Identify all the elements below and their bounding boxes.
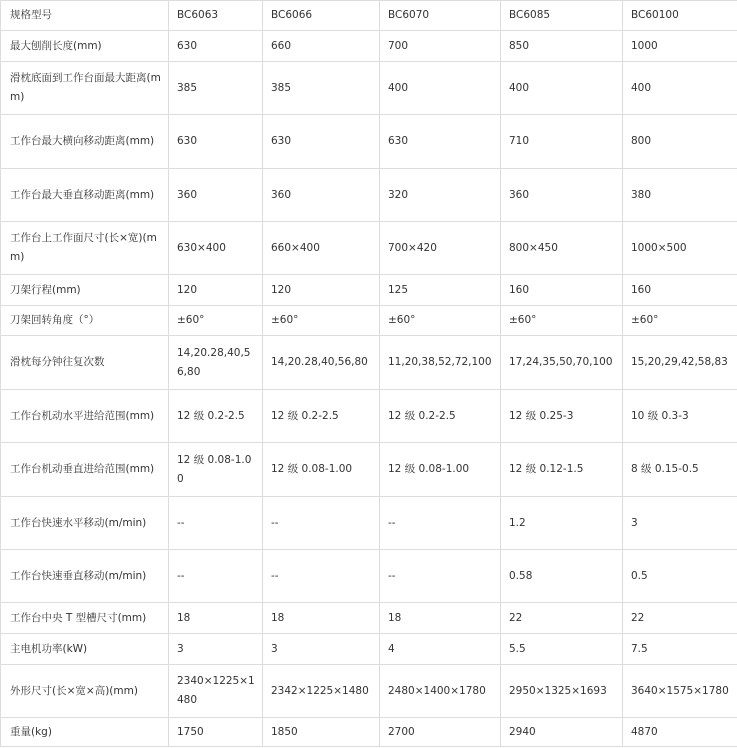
table-cell: 800×450 bbox=[501, 222, 623, 275]
table-row bbox=[1, 634, 737, 665]
table-cell: 630 bbox=[169, 31, 263, 62]
table-row bbox=[1, 336, 737, 390]
table-cell: 320 bbox=[380, 169, 501, 222]
table-cell: 120 bbox=[263, 275, 380, 306]
row-label: 主电机功率(kW) bbox=[1, 634, 169, 665]
table-cell: 1.2 bbox=[501, 497, 623, 550]
row-label: 最大刨削长度(mm) bbox=[1, 31, 169, 62]
table-cell: 660 bbox=[263, 31, 380, 62]
table-cell: 18 bbox=[169, 603, 263, 634]
table-cell: 2480×1400×1780 bbox=[380, 665, 501, 718]
header-cell: BC6066 bbox=[263, 1, 380, 31]
table-cell: 360 bbox=[263, 169, 380, 222]
table-cell: 400 bbox=[501, 62, 623, 115]
row-label: 工作台机动水平进给范围(mm) bbox=[1, 390, 169, 443]
table-cell: 630 bbox=[169, 115, 263, 169]
row-label: 滑枕底面到工作台面最大距离(mm) bbox=[1, 62, 169, 115]
row-label: 重量(kg) bbox=[1, 718, 169, 747]
table-cell: 1850 bbox=[263, 718, 380, 747]
header-cell: BC60100 bbox=[623, 1, 737, 31]
row-label: 滑枕每分钟往复次数 bbox=[1, 336, 169, 390]
table-cell: 2950×1325×1693 bbox=[501, 665, 623, 718]
table-cell: 3 bbox=[169, 634, 263, 665]
table-cell: 850 bbox=[501, 31, 623, 62]
table-row bbox=[1, 665, 737, 718]
table-cell: 17,24,35,50,70,100 bbox=[501, 336, 623, 390]
table-cell: 22 bbox=[501, 603, 623, 634]
table-cell: 660×400 bbox=[263, 222, 380, 275]
table-cell: 400 bbox=[380, 62, 501, 115]
header-cell: BC6063 bbox=[169, 1, 263, 31]
row-label: 工作台快速垂直移动(m/min) bbox=[1, 550, 169, 603]
header-cell: BC6070 bbox=[380, 1, 501, 31]
header-cell: BC6085 bbox=[501, 1, 623, 31]
table-cell: 12 级 0.2-2.5 bbox=[380, 390, 501, 443]
header-cell: 规格型号 bbox=[1, 1, 169, 31]
table-cell: 14,20.28,40,56,80 bbox=[263, 336, 380, 390]
table-cell: 3 bbox=[263, 634, 380, 665]
table-cell: 2700 bbox=[380, 718, 501, 747]
table-cell: 5.5 bbox=[501, 634, 623, 665]
table-cell: 12 级 0.2-2.5 bbox=[263, 390, 380, 443]
table-cell: 800 bbox=[623, 115, 737, 169]
table-cell: 14,20.28,40,56,80 bbox=[169, 336, 263, 390]
row-label: 工作台中央 T 型槽尺寸(mm) bbox=[1, 603, 169, 634]
table-cell: 10 级 0.3-3 bbox=[623, 390, 737, 443]
row-label: 工作台上工作面尺寸(长×宽)(mm) bbox=[1, 222, 169, 275]
table-cell: 12 级 0.12-1.5 bbox=[501, 443, 623, 497]
row-label: 工作台最大垂直移动距离(mm) bbox=[1, 169, 169, 222]
table-cell: 0.58 bbox=[501, 550, 623, 603]
table-cell: 360 bbox=[501, 169, 623, 222]
table-row bbox=[1, 603, 737, 634]
table-row bbox=[1, 62, 737, 115]
table-cell: 710 bbox=[501, 115, 623, 169]
table-cell: 160 bbox=[623, 275, 737, 306]
table-cell: 18 bbox=[380, 603, 501, 634]
table-cell: 630 bbox=[380, 115, 501, 169]
table-cell: 2940 bbox=[501, 718, 623, 747]
table-row bbox=[1, 390, 737, 443]
table-cell: 125 bbox=[380, 275, 501, 306]
table-cell: 12 级 0.25-3 bbox=[501, 390, 623, 443]
table-cell: ±60° bbox=[169, 306, 263, 336]
table-cell: 4 bbox=[380, 634, 501, 665]
table-cell: ±60° bbox=[501, 306, 623, 336]
table-cell: 2342×1225×1480 bbox=[263, 665, 380, 718]
table-row bbox=[1, 550, 737, 603]
table-row bbox=[1, 718, 737, 747]
table-cell: 11,20,38,52,72,100 bbox=[380, 336, 501, 390]
row-label: 外形尺寸(长×宽×高)(mm) bbox=[1, 665, 169, 718]
table-cell: 15,20,29,42,58,83 bbox=[623, 336, 737, 390]
table-header-row bbox=[1, 1, 737, 31]
table-row bbox=[1, 169, 737, 222]
table-row bbox=[1, 31, 737, 62]
row-label: 工作台最大横向移动距离(mm) bbox=[1, 115, 169, 169]
table-cell: 380 bbox=[623, 169, 737, 222]
table-cell: 385 bbox=[169, 62, 263, 115]
table-cell: 120 bbox=[169, 275, 263, 306]
table-cell: 160 bbox=[501, 275, 623, 306]
table-cell: -- bbox=[263, 550, 380, 603]
table-cell: ±60° bbox=[263, 306, 380, 336]
table-cell: -- bbox=[263, 497, 380, 550]
table-cell: -- bbox=[380, 550, 501, 603]
table-cell: ±60° bbox=[623, 306, 737, 336]
table-cell: 630×400 bbox=[169, 222, 263, 275]
table-cell: 385 bbox=[263, 62, 380, 115]
table-cell: -- bbox=[169, 550, 263, 603]
table-cell: 1750 bbox=[169, 718, 263, 747]
table-cell: 400 bbox=[623, 62, 737, 115]
table-cell: 12 级 0.08-1.00 bbox=[263, 443, 380, 497]
table-cell: 700 bbox=[380, 31, 501, 62]
table-row bbox=[1, 115, 737, 169]
row-label: 工作台快速水平移动(m/min) bbox=[1, 497, 169, 550]
table-cell: 2340×1225×1480 bbox=[169, 665, 263, 718]
table-cell: 3640×1575×1780 bbox=[623, 665, 737, 718]
row-label: 工作台机动垂直进给范围(mm) bbox=[1, 443, 169, 497]
spec-table-body bbox=[1, 1, 737, 747]
table-cell: 1000 bbox=[623, 31, 737, 62]
table-cell: 12 级 0.08-1.00 bbox=[169, 443, 263, 497]
row-label: 刀架行程(mm) bbox=[1, 275, 169, 306]
table-cell: 360 bbox=[169, 169, 263, 222]
table-row bbox=[1, 306, 737, 336]
table-cell: 0.5 bbox=[623, 550, 737, 603]
table-cell: 12 级 0.08-1.00 bbox=[380, 443, 501, 497]
table-row bbox=[1, 275, 737, 306]
table-cell: 4870 bbox=[623, 718, 737, 747]
table-cell: 3 bbox=[623, 497, 737, 550]
table-cell: 700×420 bbox=[380, 222, 501, 275]
table-cell: -- bbox=[169, 497, 263, 550]
table-cell: 1000×500 bbox=[623, 222, 737, 275]
table-cell: 22 bbox=[623, 603, 737, 634]
table-row bbox=[1, 222, 737, 275]
table-cell: 18 bbox=[263, 603, 380, 634]
table-cell: 8 级 0.15-0.5 bbox=[623, 443, 737, 497]
table-cell: -- bbox=[380, 497, 501, 550]
table-row bbox=[1, 497, 737, 550]
table-cell: ±60° bbox=[380, 306, 501, 336]
table-cell: 630 bbox=[263, 115, 380, 169]
table-cell: 12 级 0.2-2.5 bbox=[169, 390, 263, 443]
table-row bbox=[1, 443, 737, 497]
table-cell: 7.5 bbox=[623, 634, 737, 665]
row-label: 刀架回转角度（°） bbox=[1, 306, 169, 336]
